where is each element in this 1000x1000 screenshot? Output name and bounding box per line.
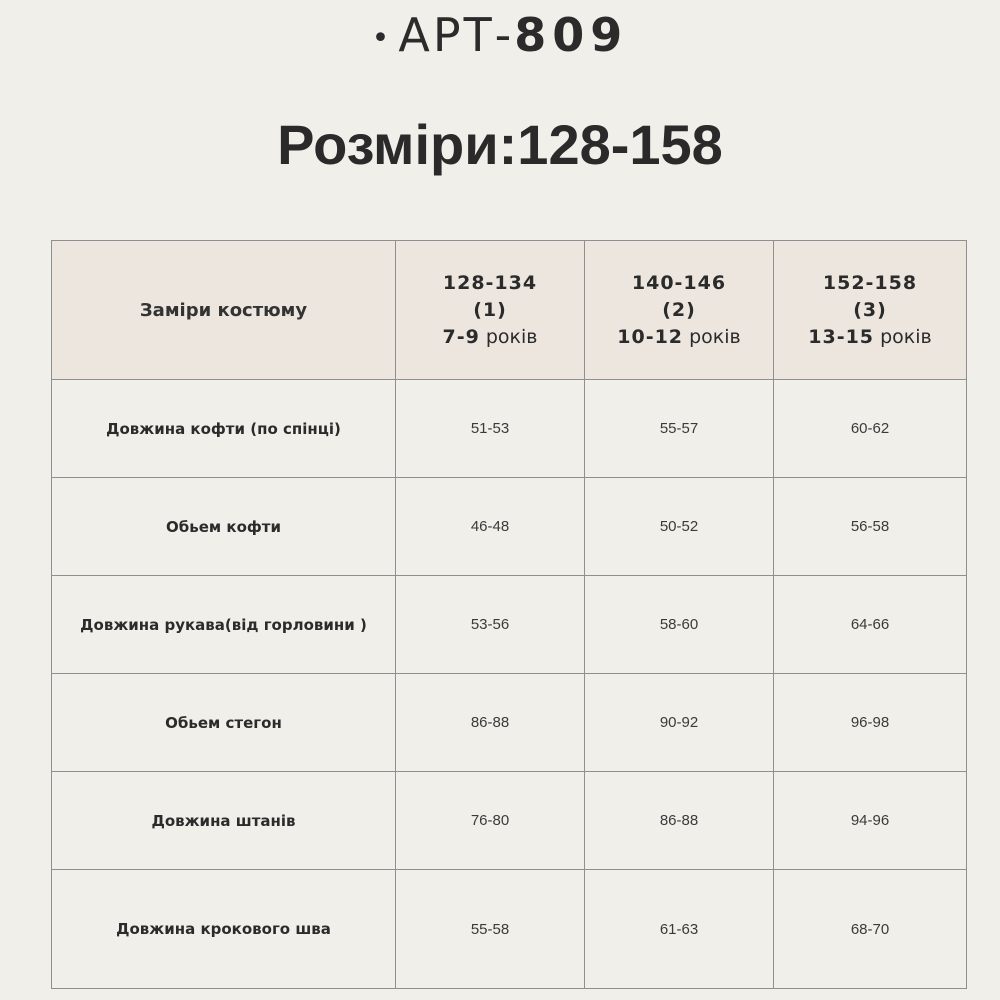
table-row — [52, 870, 967, 989]
article-prefix: АРТ- — [398, 8, 515, 62]
table-row — [52, 478, 967, 576]
table-row — [52, 380, 967, 478]
size-column-header — [585, 241, 774, 380]
table-cell: 76-80 — [396, 772, 585, 870]
table-row — [52, 674, 967, 772]
table-row — [52, 772, 967, 870]
table-cell: 86-88 — [396, 674, 585, 772]
header-label-cell — [52, 241, 396, 380]
table-cell: 94-96 — [774, 772, 967, 870]
header-label: Заміри костюму — [139, 299, 308, 321]
table-cell: 61-63 — [585, 870, 774, 989]
size-table — [51, 240, 967, 989]
table-cell: 68-70 — [774, 870, 967, 989]
row-label: Довжина рукава(від горловини ) — [52, 576, 396, 674]
table-row — [52, 576, 967, 674]
row-label: Довжина кофти (по спінці) — [52, 380, 396, 478]
table-cell: 96-98 — [774, 674, 967, 772]
row-label: Довжина крокового шва — [52, 870, 396, 989]
table-cell: 64-66 — [774, 576, 967, 674]
table-cell: 53-56 — [396, 576, 585, 674]
size-range: 152-158 — [822, 271, 918, 294]
size-index: (1) — [473, 298, 507, 321]
article-number: 809 — [514, 8, 629, 62]
table-cell: 55-58 — [396, 870, 585, 989]
age-word: років — [485, 325, 538, 348]
table-cell: 50-52 — [585, 478, 774, 576]
size-index: (3) — [853, 298, 887, 321]
table-cell: 55-57 — [585, 380, 774, 478]
age-range: 7-9 — [442, 325, 480, 348]
page-title: Розміри:128-158 — [277, 113, 723, 176]
age-range: 10-12 — [617, 325, 684, 348]
table-cell: 56-58 — [774, 478, 967, 576]
table-header-row — [52, 241, 967, 380]
table-cell: 60-62 — [774, 380, 967, 478]
size-range: 128-134 — [442, 271, 538, 294]
article-code — [0, 8, 1000, 62]
table-cell: 58-60 — [585, 576, 774, 674]
bullet-dot-icon: • — [371, 21, 393, 56]
size-range: 140-146 — [631, 271, 727, 294]
age-word: років — [880, 325, 932, 348]
age-range: 13-15 — [808, 325, 875, 348]
table-cell: 86-88 — [585, 772, 774, 870]
table-cell: 46-48 — [396, 478, 585, 576]
row-label: Обьем кофти — [52, 478, 396, 576]
row-label: Довжина штанів — [52, 772, 396, 870]
table-cell: 90-92 — [585, 674, 774, 772]
size-column-header — [396, 241, 585, 380]
size-index: (2) — [662, 298, 696, 321]
row-label: Обьем стегон — [52, 674, 396, 772]
size-column-header — [774, 241, 967, 380]
age-word: років — [689, 325, 741, 348]
table-cell: 51-53 — [396, 380, 585, 478]
